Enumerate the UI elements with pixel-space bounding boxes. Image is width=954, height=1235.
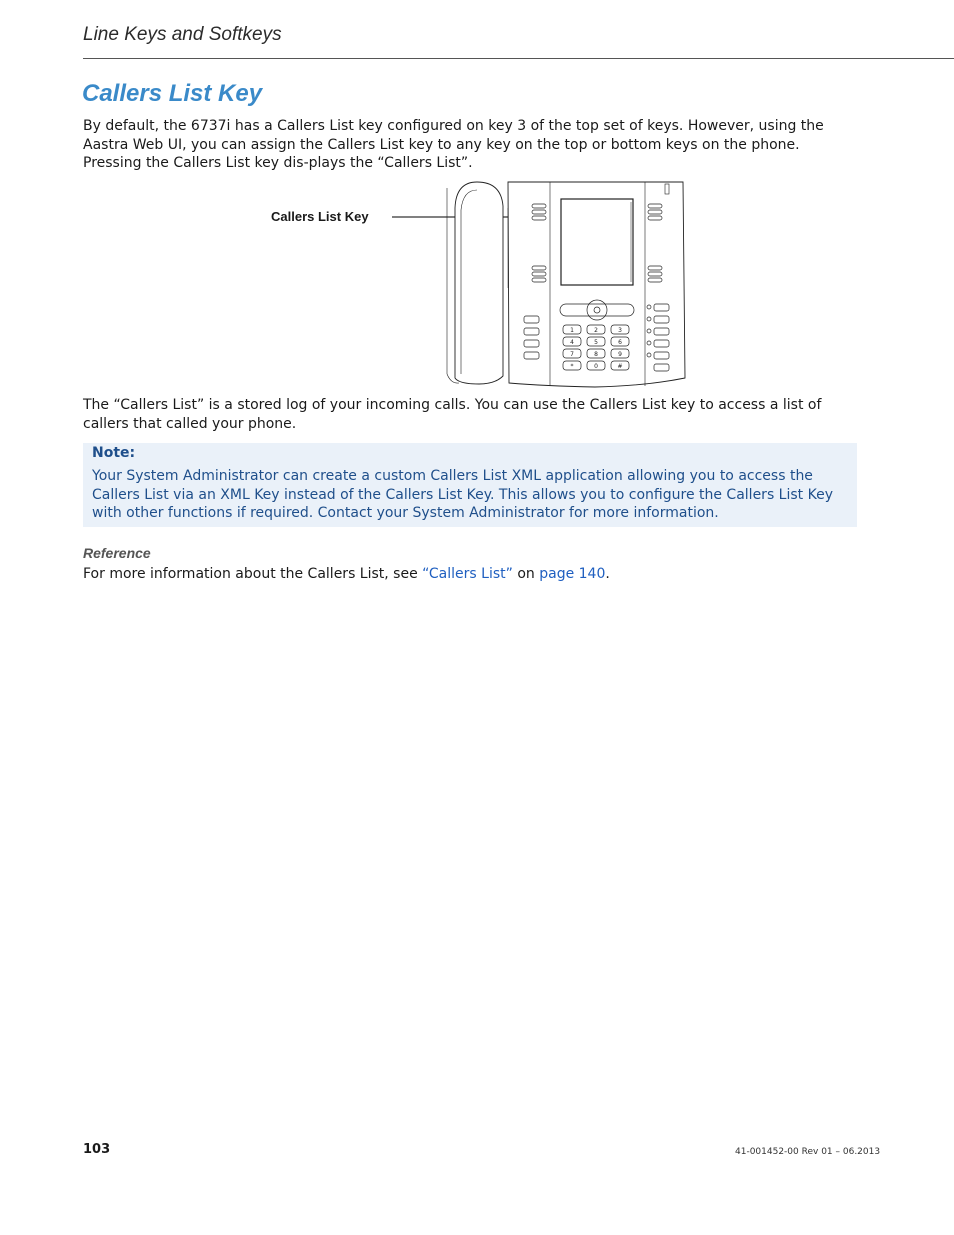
- callers-list-description: The “Callers List” is a stored log of your incoming calls. You can use the Callers List key to access a list of callers that called your phone.: [83, 397, 822, 432]
- page-number: 103: [83, 1142, 111, 1157]
- key-0: 0: [594, 363, 598, 370]
- key-9: 9: [618, 351, 622, 358]
- header-divider: [83, 58, 954, 59]
- reference-text-after: .: [605, 566, 610, 582]
- document-id: 41-001452-00 Rev 01 – 06.2013: [735, 1147, 881, 1157]
- intro-paragraph: By default, the 6737i has a Callers List key configured on key 3 of the top set of keys. However, using the Aastra Web UI, you can assign the Callers List key to any key on the top or bottom keys on the phone. Pressing the Callers List key dis-plays the “Callers List”.: [83, 118, 824, 171]
- key-4: 4: [570, 339, 574, 346]
- page-link[interactable]: page 140: [539, 566, 606, 582]
- note-text: Your System Administrator can create a custom Callers List XML application allowing you to access the Callers List via an XML Key instead of the Callers List Key. This allows you to configure the Callers List Key with other functions if required. Contact your System Administrator for more information.: [92, 468, 833, 521]
- key-7: 7: [570, 351, 574, 358]
- key-3: 3: [618, 327, 622, 334]
- reference-text: [83, 566, 610, 582]
- key-star: *: [570, 363, 574, 370]
- key-6: 6: [618, 339, 622, 346]
- handset: [455, 182, 503, 384]
- reference-text-before: For more information about the Callers List, see: [83, 566, 423, 582]
- key-5: 5: [594, 339, 598, 346]
- section-title: Callers List Key: [82, 80, 263, 107]
- running-header: Line Keys and Softkeys: [83, 24, 282, 45]
- callers-list-link[interactable]: “Callers List”: [422, 566, 513, 582]
- phone-illustration: [265, 178, 695, 390]
- key-hash: #: [617, 363, 623, 370]
- key-2: 2: [594, 327, 598, 334]
- key-1: 1: [570, 327, 574, 334]
- key-8: 8: [594, 351, 598, 358]
- note-box: [83, 443, 857, 527]
- callout-label: Callers List Key: [271, 209, 369, 224]
- note-title: Note:: [92, 445, 136, 461]
- reference-heading: Reference: [83, 545, 151, 561]
- reference-text-middle: on: [512, 566, 540, 582]
